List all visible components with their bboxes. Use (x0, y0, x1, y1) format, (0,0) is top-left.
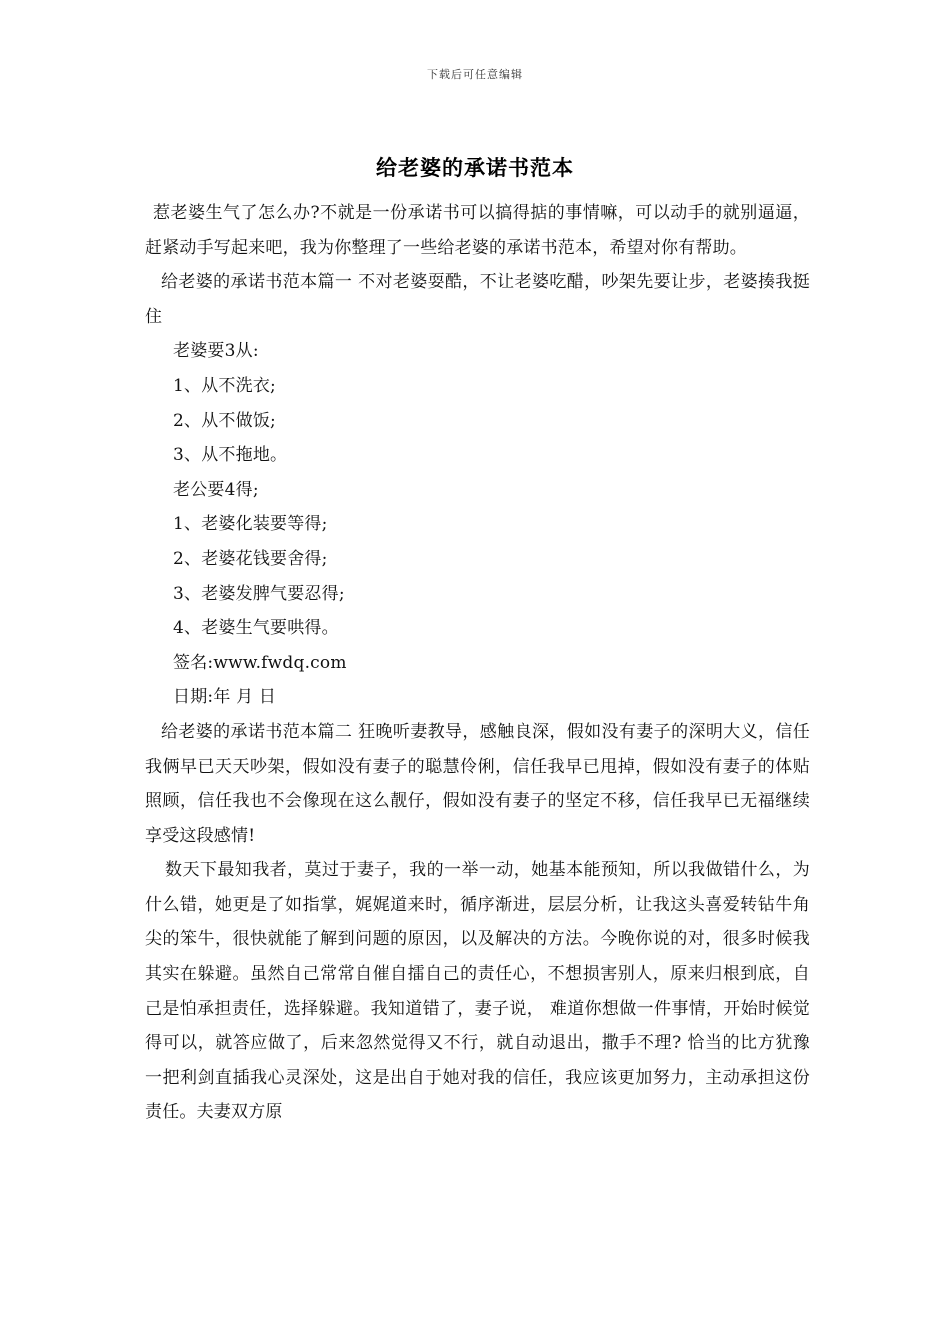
husband-rule-item: 2、老婆花钱要舍得; (173, 548, 328, 569)
section-one-heading-paragraph: 给老婆的承诺书范本篇一 不对老婆耍酷，不让老婆吃醋，吵架先要让步，老婆揍我挺住 (145, 272, 810, 327)
wife-rule-item: 2、从不做饭; (173, 410, 276, 431)
wife-rule-item: 1、从不洗衣; (173, 375, 276, 396)
husband-rule-item: 1、老婆化装要等得; (173, 514, 328, 535)
husband-rule-item: 3、老婆发脾气要忍得; (173, 583, 345, 604)
header-note: 下载后可任意编辑 (427, 68, 523, 81)
section-two-paragraph: 给老婆的承诺书范本篇二 狂晚听妻教导，感触良深，假如没有妻子的深明大义，信任我俩早已天天吵架，假如没有妻子的聪慧伶俐，信任我早已甩掉，假如没有妻子的体贴照顾，信任我也不会像现在这么靓仔，假如没有妻子的坚定不移，信任我早已无福继续享受这段感情! (145, 721, 810, 846)
husband-rules-heading: 老公要4得; (173, 479, 259, 500)
intro-paragraph: 惹老婆生气了怎么办?不就是一份承诺书可以搞得掂的事情嘛，可以动手的就别逼逼，赶紧动手写起来吧，我为你整理了一些给老婆的承诺书范本，希望对你有帮助。 (145, 203, 810, 258)
signature-line: 签名:www.fwdq.com (173, 652, 347, 673)
date-line: 日期:年 月 日 (173, 687, 277, 708)
document-title: 给老婆的承诺书范本 (376, 155, 574, 180)
wife-rules-heading: 老婆要3从: (173, 341, 259, 362)
wife-rule-item: 3、从不拖地。 (173, 445, 288, 466)
document-body (145, 196, 810, 1130)
husband-rule-item: 4、老婆生气要哄得。 (173, 618, 339, 639)
body-paragraph: 数天下最知我者，莫过于妻子，我的一举一动，她基本能预知，所以我做错什么，为什么错，她更是了如指掌，娓娓道来时，循序渐进，层层分析，让我这头喜爱转钻牛角尖的笨牛，很快就能了解到问题的原因，以及解决的方法。今晚你说的对，很多时候我其实在躲避。虽然自己常常自催自擂自己的责任心，不想损害别人，原来归根到底，自己是怕承担责任，选择躲避。我知道错了，妻子说， 难道你想做一件事情，开始时候觉得可以，就答应做了，后来忽然觉得又不行，就自动退出，撒手不理? 恰当的比方犹豫一把利剑直插我心灵深处，这是出自于她对我的信任，我应该更加努力，主动承担这份责任。夫妻双方原 (145, 860, 810, 1123)
